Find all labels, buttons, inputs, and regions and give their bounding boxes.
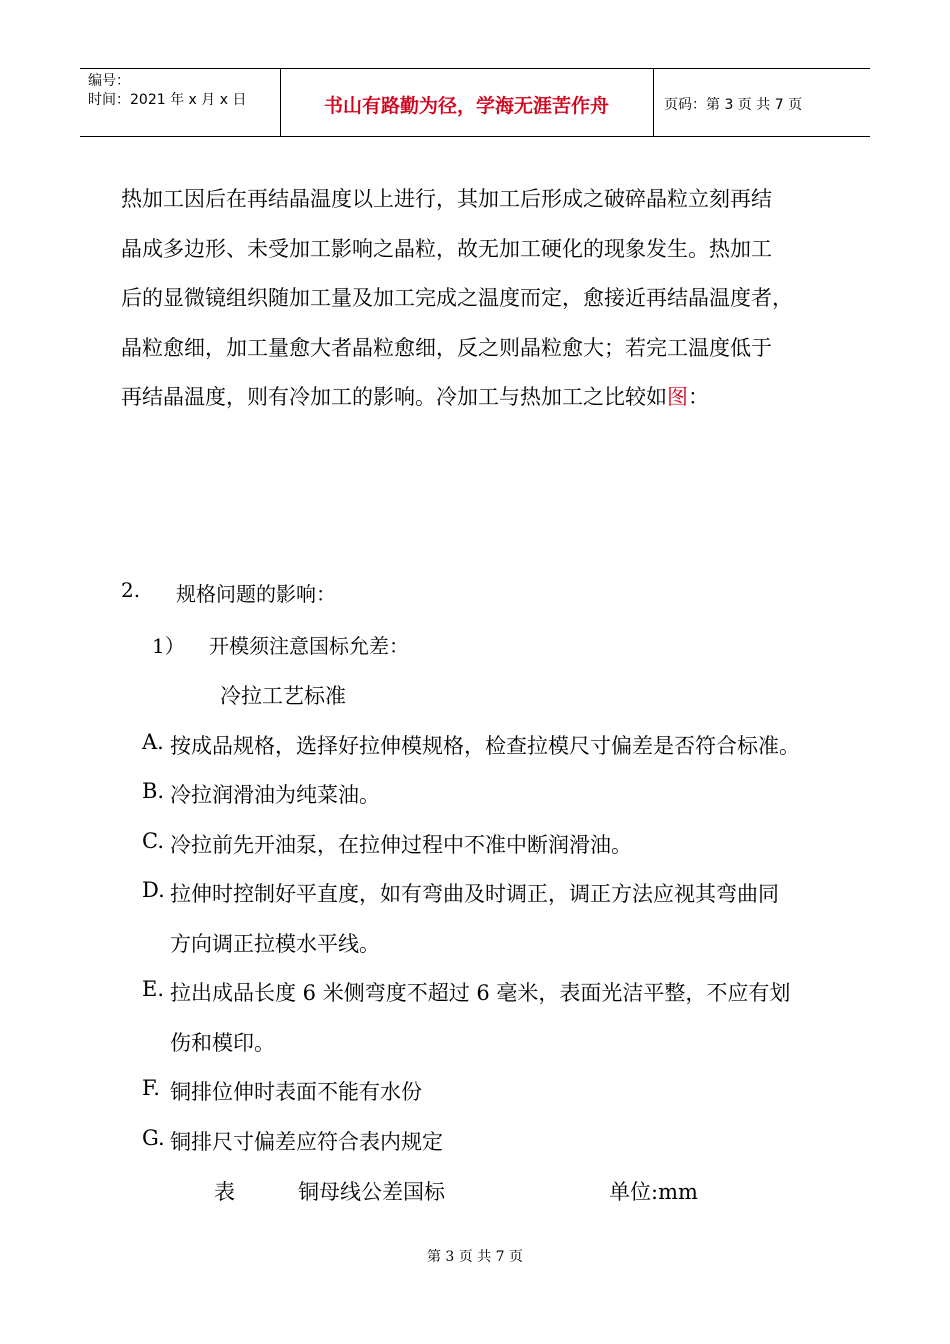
item-g-label: G.: [142, 1126, 165, 1150]
subsection-1-title: 开模须注意国标允差：: [209, 634, 409, 658]
item-e-label: E.: [142, 977, 165, 1001]
item-d-text: 拉伸时控制好平直度，如有弯曲及时调正，调正方法应视其弯曲同: [170, 882, 779, 906]
header-divider: [653, 69, 654, 136]
item-a-text: 按成品规格，选择好拉伸模规格，检查拉模尺寸偏差是否符合标准。: [170, 734, 800, 758]
header-table: [80, 68, 870, 137]
item-c-text: 冷拉前先开油泵，在拉伸过程中不准中断润滑油。: [170, 833, 632, 857]
item-d-label: D.: [142, 878, 165, 902]
table-caption-unit: 单位:mm: [609, 1180, 698, 1204]
item-b-label: B.: [142, 779, 165, 803]
table-caption-title: 铜母线公差国标: [298, 1180, 445, 1204]
subsection-1-number: 1）: [152, 634, 185, 658]
paragraph-line: 晶粒愈细，加工量愈大者晶粒愈细，反之则晶粒愈大；若完工温度低于: [121, 335, 772, 360]
section-2-title: 规格问题的影响：: [176, 582, 336, 606]
item-e-text: 拉出成品长度 6 米侧弯度不超过 6 毫米，表面光洁平整，不应有划: [170, 981, 791, 1005]
section-2-number: 2.: [121, 578, 141, 602]
page-footer: 第 3 页 共 7 页: [426, 1249, 524, 1265]
header-motto: 书山有路勤为径，学海无涯苦作舟: [323, 95, 609, 117]
table-caption-prefix: 表: [214, 1180, 235, 1204]
paragraph-last-line: [121, 373, 891, 423]
item-f-label: F.: [142, 1076, 160, 1100]
item-d-text-continued: 方向调正拉模水平线。: [170, 932, 380, 956]
item-f-text: 铜排位伸时表面不能有水份: [170, 1080, 422, 1104]
item-g-text: 铜排尺寸偏差应符合表内规定: [170, 1130, 443, 1154]
paragraph-line: 晶成多边形、未受加工影响之晶粒，故无加工硬化的现象发生。热加工: [121, 236, 772, 261]
paragraph-line-end: ：: [688, 385, 709, 409]
figure-link[interactable]: 图: [667, 385, 688, 409]
paragraph-line-text: 再结晶温度，则有冷加工的影响。冷加工与热加工之比较如: [121, 385, 667, 409]
item-c-label: C.: [142, 829, 164, 853]
standard-title: 冷拉工艺标准: [220, 684, 346, 708]
body-paragraph: [121, 175, 891, 423]
document-number-label: 编号：: [88, 73, 130, 89]
item-b-text: 冷拉润滑油为纯菜油。: [170, 783, 380, 807]
header-page-label: 页码：第 3 页 共 7 页: [664, 97, 803, 113]
document-time-label: 时间：2021 年 x 月 x 日: [88, 92, 247, 108]
paragraph-line: 热加工因后在再结晶温度以上进行，其加工后形成之破碎晶粒立刻再结: [121, 187, 772, 211]
header-left-cell: [88, 72, 246, 110]
item-e-text-continued: 伤和模印。: [170, 1031, 275, 1055]
paragraph-line: 后的显微镜组织随加工量及加工完成之温度而定，愈接近再结晶温度者，: [121, 286, 793, 310]
item-a-label: A.: [142, 730, 164, 754]
